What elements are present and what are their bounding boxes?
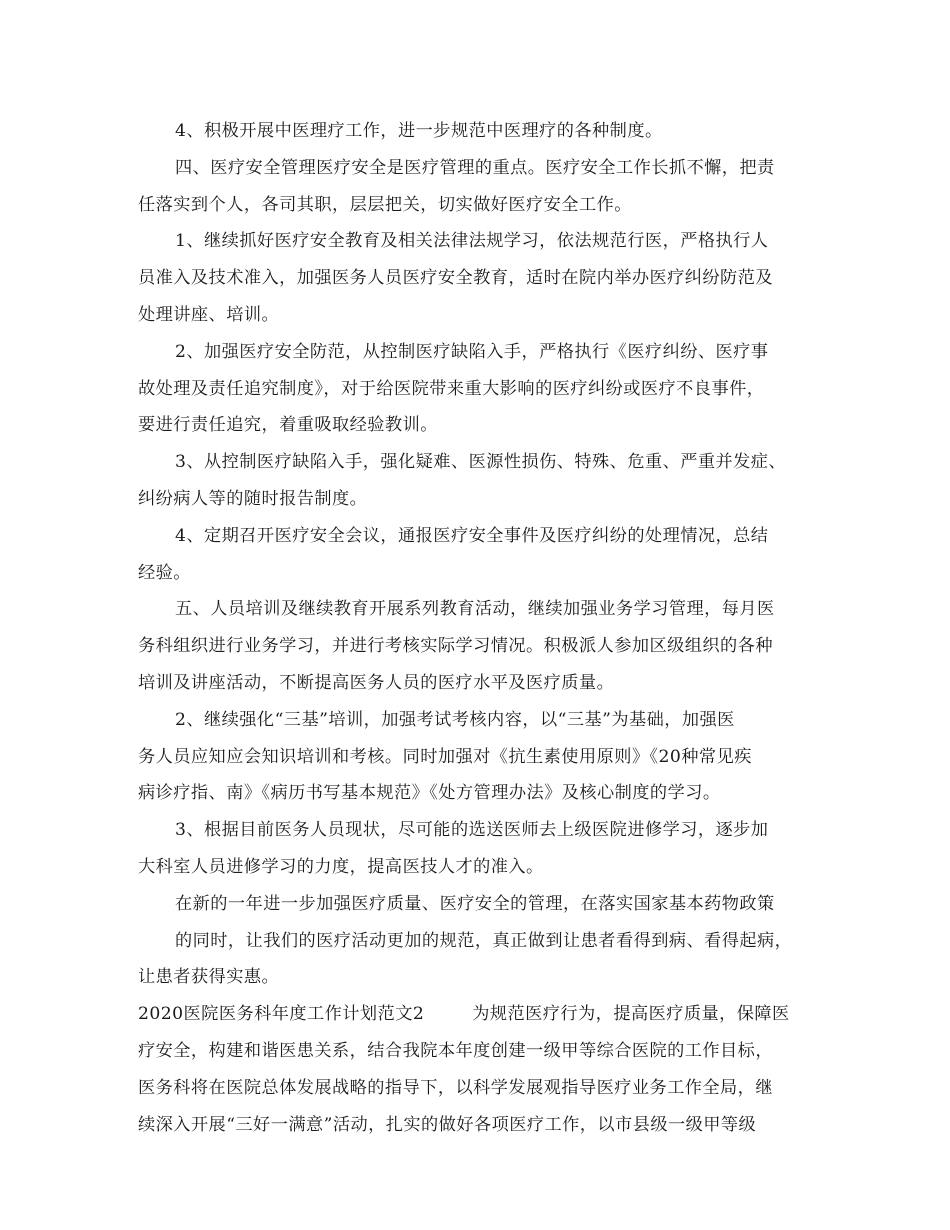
paragraph-line: 纠纷病人等的随时报告制度。 (138, 488, 368, 509)
paragraph-line: 务人员应知应会知识培训和考核。同时加强对《抗生素使用原则》《20种常见疾 (138, 746, 752, 767)
paragraph-line: 在新的一年进一步加强医疗质量、医疗安全的管理，在落实国家基本药物政策 (175, 893, 775, 914)
paragraph-line: 1、继续抓好医疗安全教育及相关法律法规学习，依法规范行医，严格执行人 (175, 231, 769, 252)
paragraph-line: 4、积极开展中医理疗工作，进一步规范中医理疗的各种制度。 (175, 121, 663, 141)
paragraph-line: 4、定期召开医疗安全会议，通报医疗安全事件及医疗纠纷的处理情况，总结 (175, 525, 769, 546)
paragraph-line: 3、根据目前医务人员现状，尽可能的选送医师去上级医院进修学习，逐步加 (175, 820, 769, 841)
paragraph-line: 让患者获得实惠。 (138, 967, 280, 988)
paragraph-line: 续深入开展“三好一满意”活动，扎实的做好各项医疗工作，以市县级一级甲等级 (138, 1114, 757, 1135)
section-intro-text: 为规范医疗行为，提高医疗质量，保障医 (472, 1004, 790, 1025)
paragraph-line: 病诊疗指、南》《病历书写基本规范》《处方管理办法》及核心制度的学习。 (138, 783, 721, 804)
section-heading-line (138, 996, 828, 1033)
paragraph-line: 四、医疗安全管理医疗安全是医疗管理的重点。医疗安全工作长抓不懈，把责 (175, 157, 775, 178)
paragraph-line: 五、人员培训及继续教育开展系列教育活动，继续加强业务学习管理，每月医 (175, 599, 775, 620)
paragraph-line: 2、加强医疗安全防范，从控制医疗缺陷入手，严格执行《医疗纠纷、医疗事 (175, 341, 769, 362)
paragraph-line: 任落实到个人，各司其职，层层把关，切实做好医疗安全工作。 (138, 194, 632, 215)
paragraph-line: 经验。 (138, 562, 191, 583)
paragraph-line: 3、从控制医疗缺陷入手，强化疑难、医源性损伤、特殊、危重、严重并发症、 (175, 452, 787, 473)
paragraph-line: 疗安全，构建和谐医患关系，结合我院本年度创建一级甲等综合医院的工作目标， (138, 1040, 773, 1061)
section-title: 2020医院医务科年度工作计划范文2 (138, 1004, 425, 1025)
paragraph-line: 大科室人员进修学习的力度，提高医技人才的准入。 (138, 856, 544, 877)
paragraph-line: 故处理及责任追究制度》，对于给医院带来重大影响的医疗纠纷或医疗不良事件， (138, 378, 765, 399)
paragraph-line: 要进行责任追究，着重吸取经验教训。 (138, 415, 438, 436)
paragraph-line: 的同时，让我们的医疗活动更加的规范，真正做到让患者看得到病、看得起病， (175, 930, 793, 951)
paragraph-line: 处理讲座、培训。 (138, 304, 280, 325)
paragraph-line: 员准入及技术准入，加强医务人员医疗安全教育，适时在院内举办医疗纠纷防范及 (138, 268, 773, 289)
paragraph-line: 务科组织进行业务学习，并进行考核实际学习情况。积极派人参加区级组织的各种 (138, 636, 773, 657)
document-body (138, 113, 828, 1143)
paragraph-line: 2、继续强化“三基”培训，加强考试考核内容，以“三基”为基础，加强医 (175, 709, 735, 730)
paragraph-line: 医务科将在医院总体发展战略的指导下，以科学发展观指导医疗业务工作全局，继 (138, 1077, 773, 1098)
paragraph-line: 培训及讲座活动，不断提高医务人员的医疗水平及医疗质量。 (138, 672, 615, 693)
